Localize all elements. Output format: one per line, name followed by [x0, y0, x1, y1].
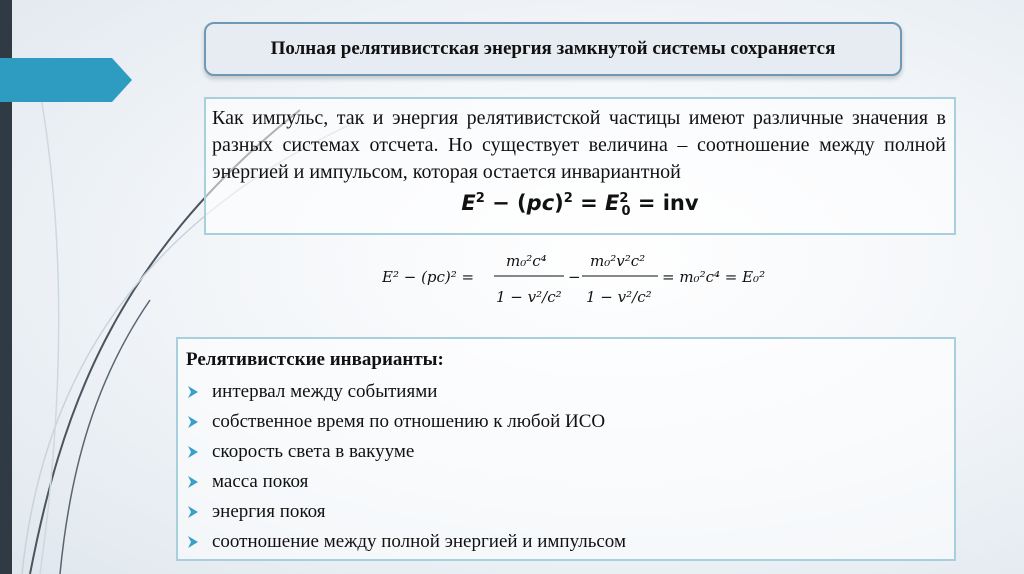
intro-paragraph: Как импульс, так и энергия релятивистской частицы имеют различные значения в разных системах отсчета. Но существует величина – соотношение между полной энергией и импульсом, которая остается инвариантной — [212, 107, 946, 183]
arrowhead-bullet-icon — [186, 415, 200, 429]
invariants-box — [176, 337, 956, 561]
derivation-rhs: = m₀²c⁴ = E₀² — [662, 268, 766, 286]
list-item-text: скорость света в вакууме — [212, 441, 415, 462]
formula-eq: = — [630, 191, 663, 215]
invariants-heading: Релятивистские инварианты: — [186, 349, 444, 370]
derivation-lhs: E² − (pc)² = — [382, 268, 475, 286]
arrowhead-bullet-icon — [186, 385, 200, 399]
arrowhead-bullet-icon — [186, 475, 200, 489]
intro-box — [204, 97, 956, 235]
list-item-text: собственное время по отношению к любой ИСО — [212, 411, 606, 432]
list-item — [186, 407, 946, 437]
formula-eq: = — [572, 191, 606, 215]
invariants-list — [186, 377, 946, 557]
formula-exp: 2 — [619, 191, 629, 206]
list-item-text: соотношение между полной энергией и импульсом — [212, 531, 626, 552]
arrow-tab-icon — [0, 58, 132, 102]
energy-momentum-derivation — [382, 244, 782, 324]
list-item-text: масса покоя — [212, 471, 309, 492]
invariant-formula — [206, 191, 954, 219]
list-item-text: энергия покоя — [212, 501, 326, 522]
formula-minus: − ( — [484, 191, 527, 215]
list-item — [186, 467, 946, 497]
formula-close: ) — [554, 191, 564, 215]
arrowhead-bullet-icon — [186, 445, 200, 459]
formula-inv: inv — [662, 191, 699, 215]
list-item — [186, 377, 946, 407]
formula-pc: pc — [526, 191, 555, 215]
list-item — [186, 497, 946, 527]
formula-exp: 2 — [563, 191, 573, 206]
arrowhead-bullet-icon — [186, 535, 200, 549]
derivation-minus: − — [568, 268, 581, 286]
list-item — [186, 437, 946, 467]
formula-e0: E — [605, 191, 620, 215]
derivation-den2: 1 − v²/c² — [586, 288, 652, 306]
slide-title — [204, 22, 902, 76]
formula-e: E — [461, 191, 476, 215]
list-item-text: интервал между событиями — [212, 381, 438, 402]
slide-title-text: Полная релятивистская энергия замкнутой системы сохраняется — [270, 38, 836, 59]
derivation-num1: m₀²c⁴ — [506, 252, 547, 270]
formula-exp: 2 — [475, 191, 485, 206]
arrowhead-bullet-icon — [186, 505, 200, 519]
list-item — [186, 527, 946, 557]
derivation-num2: m₀²v²c² — [590, 252, 646, 270]
formula-sub: 0 — [621, 204, 631, 220]
derivation-den1: 1 − v²/c² — [496, 288, 562, 306]
